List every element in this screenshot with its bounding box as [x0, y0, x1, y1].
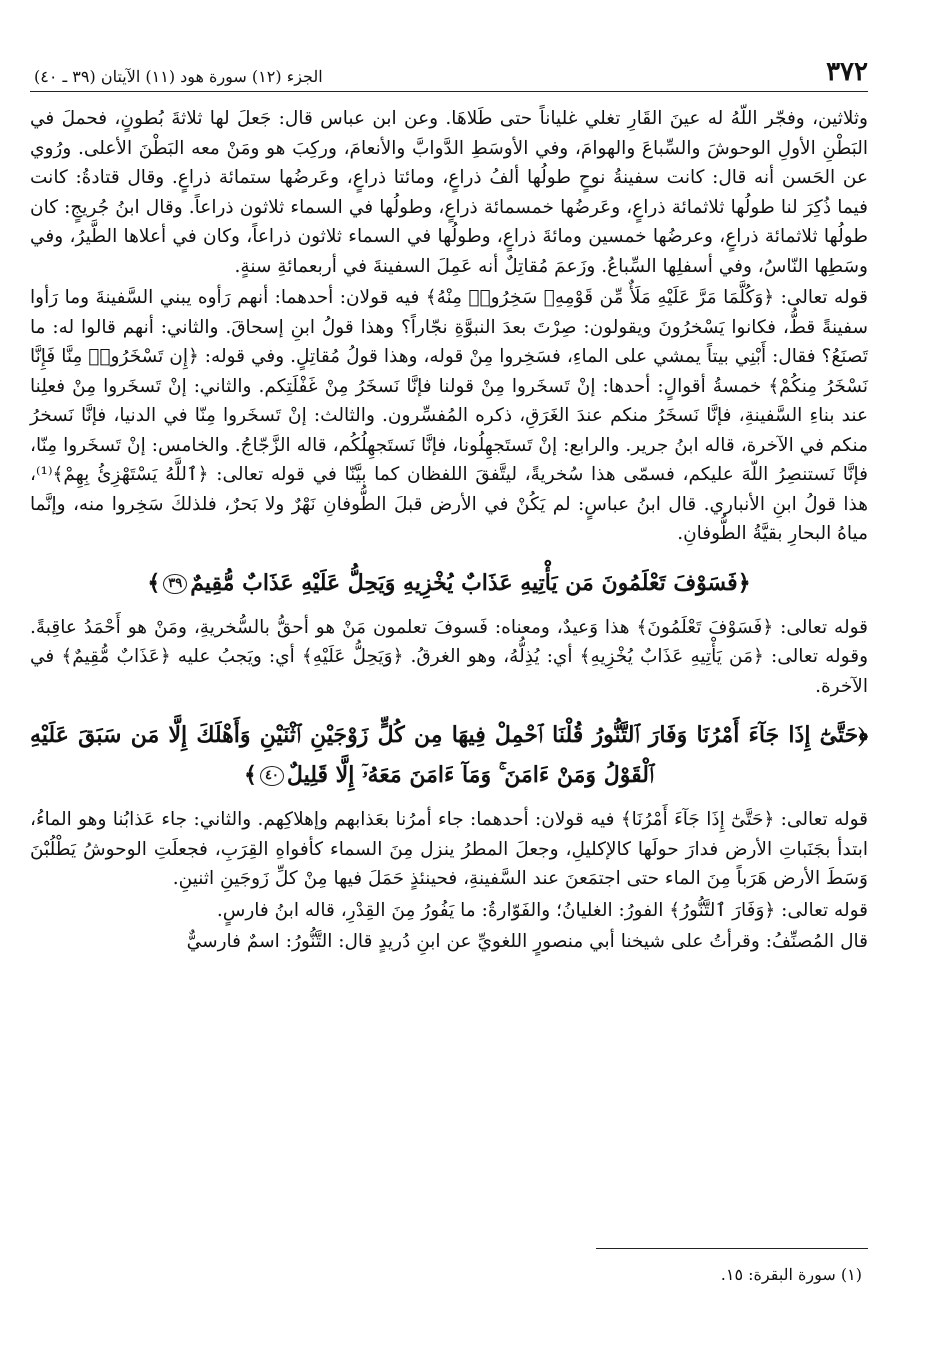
- ayah-number-40: ٤٠: [260, 766, 284, 786]
- body-text: [30, 104, 868, 957]
- paragraph-commentary-40-a: قوله تعالى: ﴿حَتَّىٰٓ إِذَا جَآءَ أَمْرُنَا﴾ فيه قولان: أحدهما: جاء أمرُنا بعَذابهم وإهلاكِهم. والثاني: جاء عَذابُنا وهو الماءُ، ابتدأ بجَنَباتِ الأرض فدارَ حولَها كالإكليلِ، وجعلَ المطرُ ينزل مِنَ السماء كأفواهِ القِرَبِ، فجعلَتِ الوحوشُ يَطْلُبْنَ وَسَطَ الأرض هَرَباً مِنَ الماء حتى اجتمَعنَ عند السَّفينةِ، فحينئذٍ حَمَلَ فيها مِنْ كلِّ زَوجَينِ اثنينِ.: [30, 809, 868, 889]
- verse-39: [30, 563, 868, 603]
- verse-40: [30, 715, 868, 795]
- page-number: ٣٧٢: [826, 57, 868, 87]
- footnote: (١) سورة البقرة: ١٥.: [720, 1265, 862, 1284]
- running-head: الجزء (١٢) سورة هود (١١) الآيتان (٣٩ ـ ٤٠): [34, 67, 323, 86]
- footnote-separator: [596, 1248, 868, 1249]
- ayah-number-39: ٣٩: [163, 574, 187, 594]
- paragraph-ark-dimensions: وثلاثين، وفجّر اللّهُ له عينَ القَارِ تغلي غلياناً حتى طَلاهَا. وعن ابن عباس قال: جَعلَ لها ثلاثةَ بُطونٍ، فحملَ في البَطْنِ الأولِ الوحوشَ والسِّباعَ والهوامَ، وفي الأوسَطِ الدَّوابَّ والأنعامَ، وركِبَ هو ومَنْ معه البَطْنَ الأعلى. ورُوي عن الحَسن أنه قال: كانت سفينةُ نوحٍ طولُها ألفُ ذراعٍ، ومائتا ذراعٍ، وعَرضُها ستمائة ذراعٍ. وقال قتادةُ: كانت فيما ذُكِرَ لنا طولُها ثلاثمائة ذراعٍ، وعَرضُها خمسمائة ذراعٍ، وطولُها في السماء ثلاثون ذراعاً. وقال ابنُ جُريجٍ: كان طولُها ثلاثمائة ذراعٍ، وعرضُها خمسين ومائةَ ذراعٍ، وطولُها في السماء ثلاثون ذراعاً، وكان في أعلاها الطَّيرُ، وفي وسَطِها النّاسُ، وفي أسفلِها السِّباعُ. وزَعمَ مُقاتِلٌ أنه عَمِلَ السفينةَ في أربعمائةِ سنةٍ.: [30, 108, 869, 277]
- verse-39-close: ﴾: [147, 569, 161, 596]
- paragraph-commentary-40-c: قال المُصنِّفُ: وقرأتُ على شيخنا أبي منصورٍ اللغويِّ عن ابنِ دُريدٍ قال: التَّنُّورُ: اسمٌ فارسيٌّ: [186, 931, 868, 952]
- verse-39-text: ﴿فَسَوْفَ تَعْلَمُونَ مَن يَأْتِيهِ عَذَابٌ يُخْزِيهِ وَيَحِلُّ عَلَيْهِ عَذَابٌ مُّقِيمٌ: [190, 569, 751, 596]
- page: [30, 52, 868, 1352]
- verse-40-close: ﴾: [244, 762, 257, 788]
- page-header: [30, 52, 868, 92]
- verse-40-text: ﴿حَتَّىٰٓ إِذَا جَآءَ أَمْرُنَا وَفَارَ ٱلتَّنُّورُ قُلْنَا ٱحْمِلْ فِيهَا مِن كُلٍّ زَوْجَيْنِ ٱثْنَيْنِ وَأَهْلَكَ إِلَّا مَن سَبَقَ عَلَيْهِ ٱلْقَوْلُ وَمَنْ ءَامَنَ ۚ وَمَآ ءَامَنَ مَعَهُۥٓ إِلَّا قَلِيلٌ: [30, 722, 868, 788]
- paragraph-mockery: قوله تعالى: ﴿وَكُلَّمَا مَرَّ عَلَيْهِ مَلَأٌ مِّن قَوْمِهِۦ سَخِرُوا۟ مِنْهُ﴾ فيه قولان: أحدهما: أنهم رَأوه يبني السَّفينةَ وما رَأوا سفينةً قطُّ، فكانوا يَسْخرُونَ ويقولون: صِرْتَ بعدَ النبوَّةِ نجّاراً؟ وهذا قولُ ابنِ إسحاقَ. والثاني: أنهم قالوا له: ما تَصنَعُ؟ فقال: أَبْنِي بيتاً يمشي على الماءِ، فسَخِروا مِنْ قوله، وهذا قولُ مُقاتِلٍ. وفي قوله: ﴿إِن تَسْخَرُوا۟ مِنَّا فَإِنَّا نَسْخَرُ مِنكُمْ﴾ خمسةُ أقوالٍ: أحدها: إنْ تَسخَروا مِنْ قولنا فإنَّا نَسخَرُ مِنْ غَفْلَتِكم. والثاني: إنْ تَسخَروا مِنْ فعلِنا عند بناءِ السَّفينةِ، فإنَّا نَسخَرُ منكم عندَ الغَرَقِ، ذكره المُفسِّرون. والثالث: إنْ تَسخَروا مِنّا في الدنيا، فإنَّا نَسخرُ منكم في الآخرة، قاله ابنُ جرير. والرابع: إنْ تَستَجهِلُونا، فإنَّا نَستَجهِلُكُم، قاله الزَّجّاجُ. والخامس: إنْ تَسخَروا مِنّا، فإنَّا نَستنصِرُ اللّهَ عليكم، فسمّى هذا سُخريةً، ليتَّفقَ اللفظان كما بيَّنّا في قوله تعالى: ﴿ٱللَّهُ يَسْتَهْزِئُ بِهِمْ﴾⁽¹⁾، هذا قولُ ابنِ الأنباري. قال ابنُ عباسٍ: لم يَكُنْ في الأرض قبلَ الطُّوفانِ نَهْرٌ ولا بَحرٌ، فلذلكَ سَخِروا منه، وإنَّما مياهُ البحارِ بقيَّةُ الطُّوفانِ.: [30, 287, 868, 544]
- paragraph-commentary-40-b: قوله تعالى: ﴿وَفَارَ ٱلتَّنُّورُ﴾ الفورُ: الغليانُ؛ والفَوّارةُ: ما يَفُورُ مِنَ القِدْرِ، قاله ابنُ فارسٍ.: [216, 899, 868, 921]
- paragraph-commentary-39: قوله تعالى: ﴿فَسَوْفَ تَعْلَمُونَ﴾ هذا وَعيدٌ، ومعناه: فَسوفَ تعلمون مَنْ هو أحقُّ بالسُّخريةِ، ومَنْ هو أَحْمَدُ عاقِبةً. وقوله تعالى: ﴿مَن يَأْتِيهِ عَذَابٌ يُخْزِيهِ﴾ أي: يُذِلُّهُ، وهو الغرقُ. ﴿وَيَحِلُّ عَلَيْهِ﴾ أي: ويَجبُ عليه ﴿عَذَابٌ مُّقِيمٌ﴾ في الآخرة.: [30, 616, 868, 697]
